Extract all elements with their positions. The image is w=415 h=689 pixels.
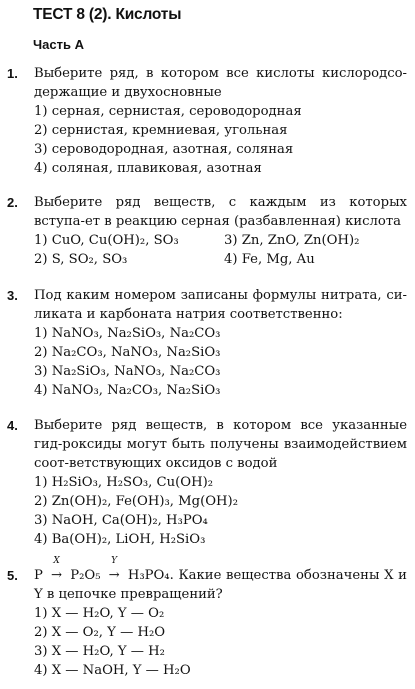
answer-option-1[interactable]: 1) NaNO₃, Na₂SiO₃, Na₂CO₃ bbox=[34, 326, 221, 341]
arrow-right-icon: X → bbox=[48, 566, 66, 585]
answer-option-4[interactable]: 4) Fe, Mg, Au bbox=[224, 252, 315, 267]
scheme-end: H₃PO₄ bbox=[127, 568, 170, 583]
answer-option-4[interactable]: 4) Ba(OH)₂, LiOH, H₂SiO₃ bbox=[34, 532, 206, 547]
scheme-start: P bbox=[34, 568, 43, 583]
question-text: P X → P₂O₅ Y → H₃PO₄. Какие вещества обозначены X и Y в цепочке превращений? bbox=[34, 556, 407, 602]
scheme-label-x: X bbox=[53, 556, 60, 566]
scheme-label-y: Y bbox=[111, 556, 118, 566]
answer-option-4[interactable]: 4) NaNO₃, Na₂CO₃, Na₂SiO₃ bbox=[34, 383, 221, 398]
arrow-right-icon: Y → bbox=[105, 566, 123, 585]
question-number: 2. bbox=[7, 195, 18, 210]
question-5 bbox=[0, 556, 415, 680]
answer-options bbox=[34, 231, 407, 269]
test-title: ТЕСТ 8 (2). Кислоты bbox=[33, 6, 182, 23]
question-number: 3. bbox=[7, 288, 18, 303]
answer-option-1[interactable]: 1) X — H₂O, Y — O₂ bbox=[34, 606, 165, 621]
answer-option-3[interactable]: 3) NaOH, Ca(OH)₂, H₃PO₄ bbox=[34, 513, 208, 528]
question-2 bbox=[0, 193, 415, 269]
answer-option-3[interactable]: 3) сероводородная, азотная, соляная bbox=[34, 142, 294, 157]
answer-option-2[interactable]: 2) X — O₂, Y — H₂O bbox=[34, 625, 166, 640]
question-number: 4. bbox=[7, 418, 18, 433]
answer-option-1[interactable]: 1) H₂SiO₃, H₂SO₃, Cu(OH)₂ bbox=[34, 475, 214, 490]
part-title: Часть А bbox=[33, 37, 84, 52]
question-4 bbox=[0, 416, 415, 549]
answer-option-4[interactable]: 4) X — NaOH, Y — H₂O bbox=[34, 663, 191, 678]
question-text: Выберите ряд веществ, в котором все указанные гид-роксиды могут быть получены взаимодействием соот-ветствующих оксидов с водой bbox=[34, 418, 407, 471]
question-number: 5. bbox=[7, 568, 18, 583]
answer-option-2[interactable]: 2) Zn(OH)₂, Fe(OH)₃, Mg(OH)₂ bbox=[34, 494, 238, 509]
question-3 bbox=[0, 286, 415, 400]
question-text: Выберите ряд веществ, с каждым из которых вступа-ет в реакцию серная (разбавленная) кислота bbox=[34, 195, 407, 229]
question-1 bbox=[0, 64, 415, 178]
answer-option-3[interactable]: 3) Na₂SiO₃, NaNO₃, Na₂CO₃ bbox=[34, 364, 221, 379]
question-text: Выберите ряд, в котором все кислоты кислородсо-держащие и двухосновные bbox=[34, 66, 407, 100]
answer-option-3[interactable]: 3) Zn, ZnO, Zn(OH)₂ bbox=[224, 233, 360, 248]
question-text: Под каким номером записаны формулы нитрата, си-ликата и карбоната натрия соответственно: bbox=[34, 288, 407, 322]
answer-option-3[interactable]: 3) X — H₂O, Y — H₂ bbox=[34, 644, 165, 659]
answer-option-1[interactable]: 1) CuO, Cu(OH)₂, SO₃ bbox=[34, 233, 179, 248]
answer-option-2[interactable]: 2) S, SO₂, SO₃ bbox=[34, 252, 128, 267]
answer-option-1[interactable]: 1) серная, сернистая, сероводородная bbox=[34, 104, 302, 119]
answer-option-4[interactable]: 4) соляная, плавиковая, азотная bbox=[34, 161, 262, 176]
question-number: 1. bbox=[7, 66, 18, 81]
scheme-mid: P₂O₅ bbox=[70, 568, 101, 583]
answer-option-2[interactable]: 2) сернистая, кремниевая, угольная bbox=[34, 123, 288, 138]
answer-option-2[interactable]: 2) Na₂CO₃, NaNO₃, Na₂SiO₃ bbox=[34, 345, 221, 360]
question-text: Какие вещества обозначены X и Y в цепочке превращений? bbox=[34, 568, 407, 602]
